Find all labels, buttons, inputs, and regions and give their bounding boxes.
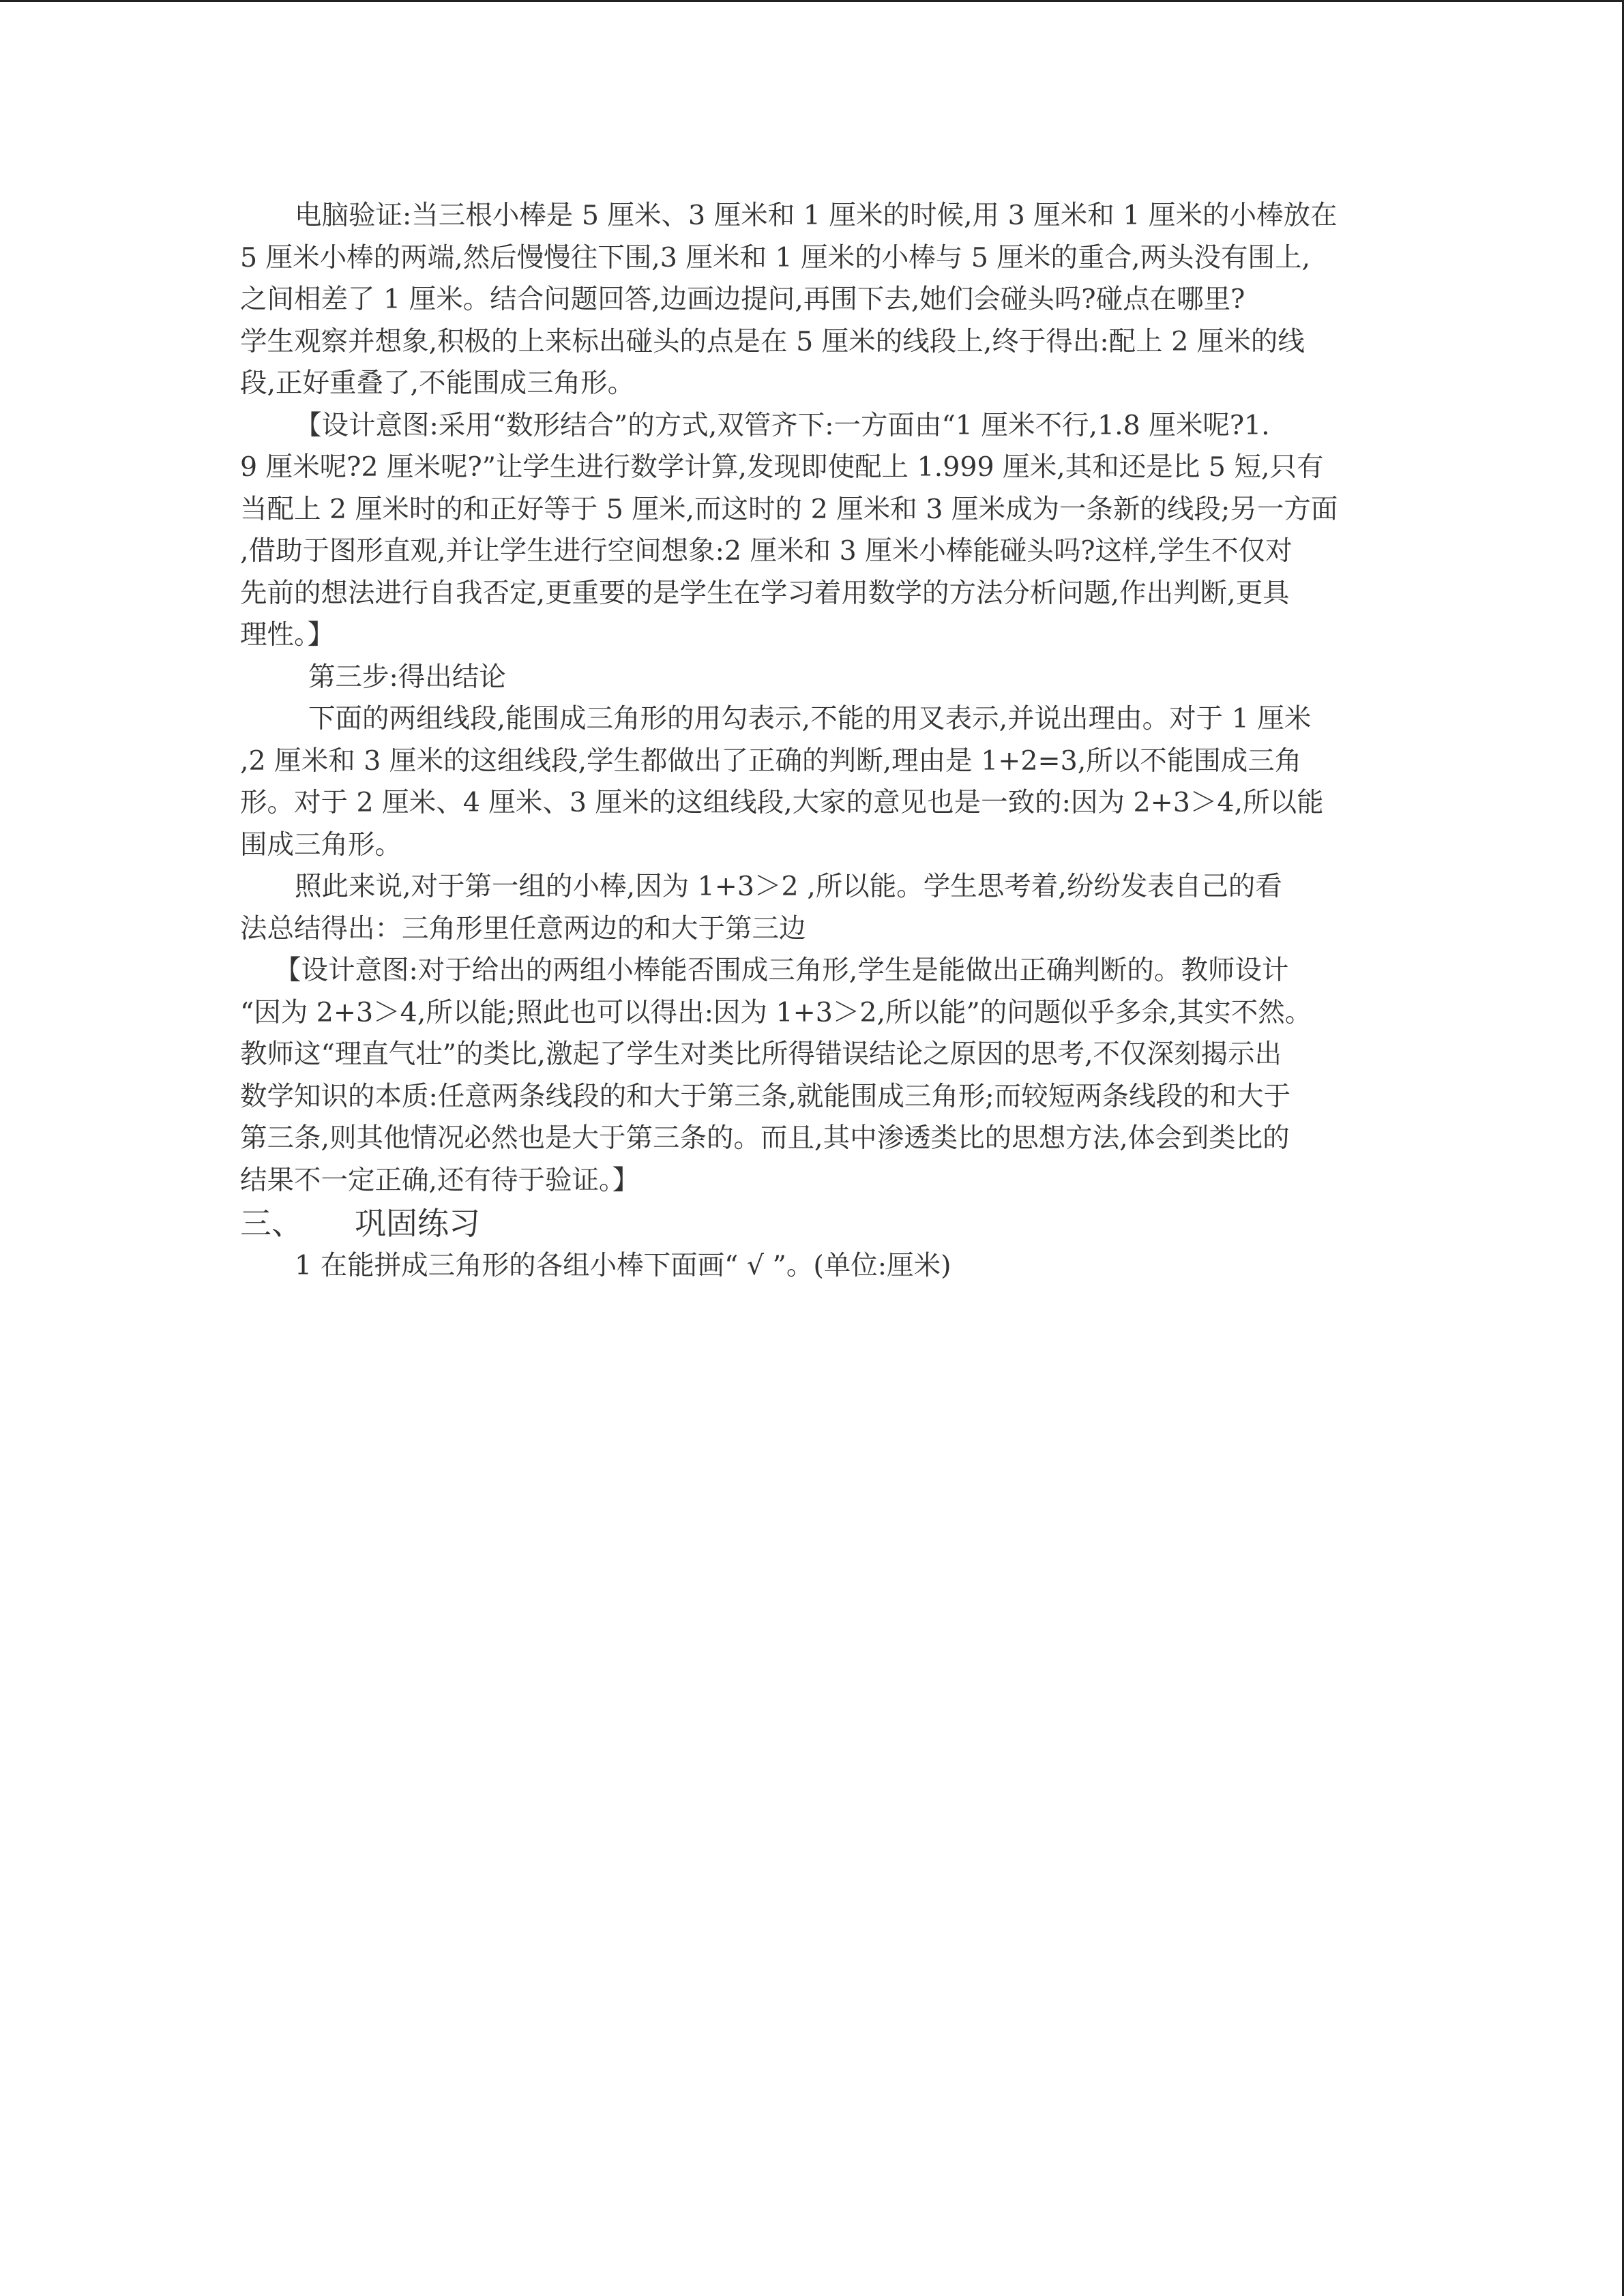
page-top-border [0,0,1624,2]
text-line: 下面的两组线段,能围成三角形的用勾表示,不能的用叉表示,并说出理由。对于 1 厘米 [308,703,1312,734]
text-line: 结果不一定正确,还有待于验证。】 [240,1164,640,1196]
text-line: 照此来说,对于第一组的小棒,因为 1+3＞2 ,所以能。学生思考着,纷纷发表自己的看 [295,871,1282,902]
text-line: 学生观察并想象,积极的上来标出碰头的点是在 5 厘米的线段上,终于得出:配上 2 厘米的线 [240,325,1305,357]
text-line: 围成三角形。 [240,829,402,861]
section-heading-number: 三、 [240,1205,303,1242]
text-line: 先前的想法进行自我否定,更重要的是学生在学习着用数学的方法分析问题,作出判断,更具 [240,577,1290,609]
text-line: 之间相差了 1 厘米。结合问题回答,边画边提问,再围下去,她们会碰头吗?碰点在哪里? [240,284,1245,315]
text-line: 法总结得出：三角形里任意两边的和大于第三边 [240,912,806,944]
text-line: ,2 厘米和 3 厘米的这组线段,学生都做出了正确的判断,理由是 1+2=3,所以不能围成三角 [240,745,1302,777]
exercise-line: 1 在能拼成三角形的各组小棒下面画“ √ ”。(单位:厘米) [295,1250,951,1281]
text-line: 第三步:得出结论 [308,661,506,693]
text-line: 理性。】 [240,619,335,651]
text-line: 当配上 2 厘米时的和正好等于 5 厘米,而这时的 2 厘米和 3 厘米成为一条新的线段;另一方面 [240,493,1338,525]
text-line: “因为 2+3＞4,所以能;照此也可以得出:因为 1+3＞2,所以能”的问题似乎多余,其实不然。 [240,996,1312,1028]
paragraph-lines [240,195,1400,1202]
text-line: 【设计意图:采用“数形结合”的方式,双管齐下:一方面由“1 厘米不行,1.8 厘米呢?1. [295,409,1270,441]
text-line: 段,正好重叠了,不能围成三角形。 [240,368,635,399]
text-line: 9 厘米呢?2 厘米呢?”让学生进行数学计算,发现即使配上 1.999 厘米,其和还是比 5 短,只有 [240,451,1324,483]
text-line: 形。对于 2 厘米、4 厘米、3 厘米的这组线段,大家的意见也是一致的:因为 2+3＞4,所以能 [240,787,1324,818]
document-body [240,195,1400,1287]
text-line: 第三条,则其他情况必然也是大于第三条的。而且,其中渗透类比的思想方法,体会到类比的 [240,1122,1290,1154]
text-line: 5 厘米小棒的两端,然后慢慢往下围,3 厘米和 1 厘米的小棒与 5 厘米的重合,两头没有围上, [240,241,1311,273]
section-heading [240,1202,1400,1245]
text-line: 电脑验证:当三根小棒是 5 厘米、3 厘米和 1 厘米的时候,用 3 厘米和 1 厘米的小棒放在 [295,200,1338,231]
text-line: 【设计意图:对于给出的两组小棒能否围成三角形,学生是能做出正确判断的。教师设计 [274,955,1289,986]
section-heading-title: 巩固练习 [355,1205,480,1242]
text-line: 数学知识的本质:任意两条线段的和大于第三条,就能围成三角形;而较短两条线段的和大于 [240,1080,1291,1112]
text-line: 教师这“理直气壮”的类比,激起了学生对类比所得错误结论之原因的思考,不仅深刻揭示出 [240,1039,1282,1070]
text-line: ,借助于图形直观,并让学生进行空间想象:2 厘米和 3 厘米小棒能碰头吗?这样,学生不仅对 [240,535,1293,567]
